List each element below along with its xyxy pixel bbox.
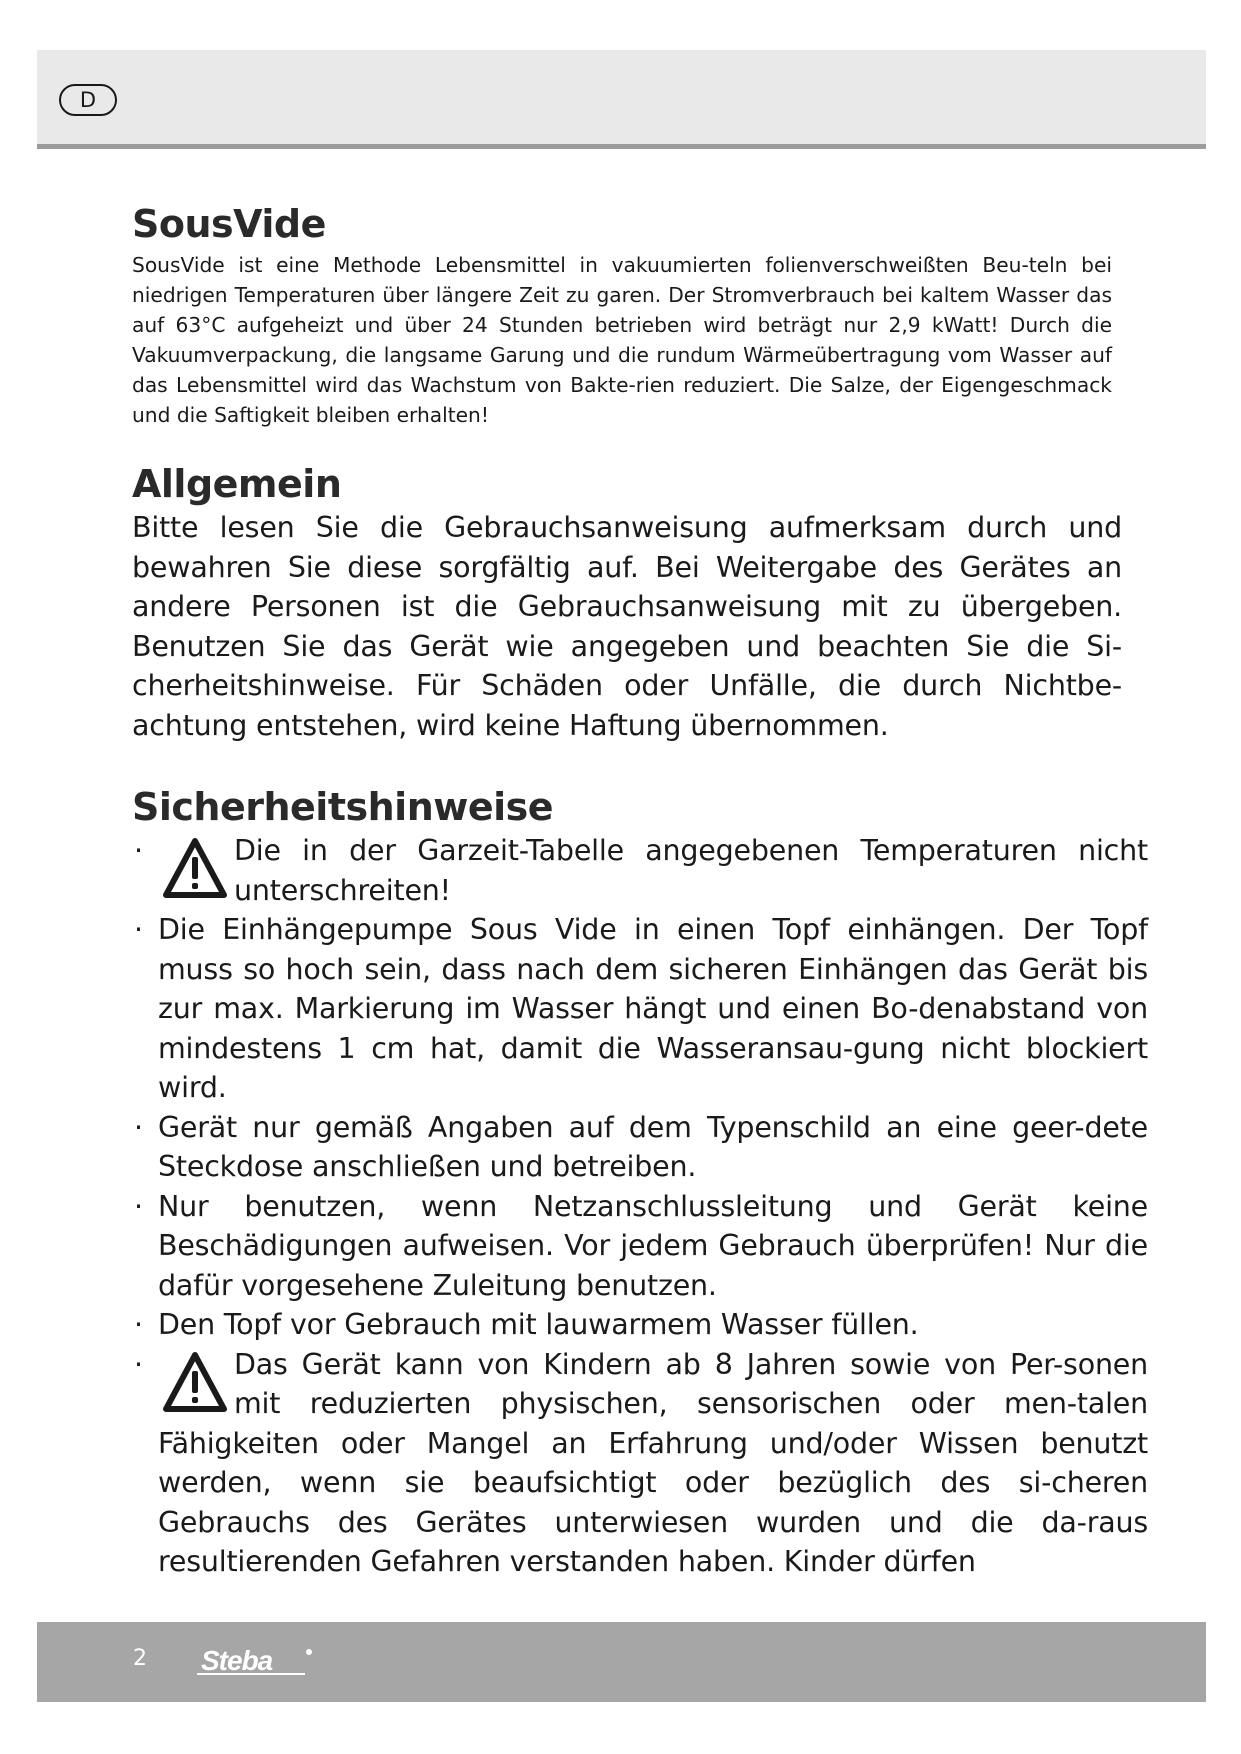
bullet-dot: ·	[134, 913, 143, 946]
safety-item	[132, 831, 1148, 910]
section-body-allgemein: Bitte lesen Sie die Gebrauchsanweisung aufmerksam durch und bewahren Sie diese sorgfältig auf. Bei Weitergabe des Gerätes an andere Personen ist die Gebrauchsanweisung mit zu übergeben. Benutzen Sie das Gerät wie angegeben und beachten Sie die Si-cherheitshinweise. Für Schäden oder Unfälle, die durch Nichtbe-achtung entstehen, wird keine Haftung übernommen.	[132, 511, 1122, 742]
page-content	[132, 200, 1148, 1582]
steba-logo	[197, 1640, 327, 1684]
language-badge: D	[59, 84, 117, 116]
svg-text:Steba: Steba	[201, 1645, 273, 1676]
safety-item-text: Den Topf vor Gebrauch mit lauwarmem Wasser füllen.	[158, 1308, 919, 1341]
safety-item-text: Gerät nur gemäß Angaben auf dem Typenschild an eine geer-dete Steckdose anschließen und betreiben.	[158, 1110, 1148, 1183]
safety-list	[132, 831, 1148, 1582]
safety-item-text: Die in der Garzeit-Tabelle angegebenen Temperaturen nicht unterschreiten!	[234, 834, 1148, 907]
bullet-dot: ·	[134, 1110, 143, 1144]
section-allgemein	[132, 460, 1132, 745]
safety-item	[132, 1345, 1148, 1582]
page-footer	[37, 1622, 1206, 1702]
section-title-sousvide: SousVide	[132, 202, 326, 246]
section-title-sicherheitshinweise: Sicherheitshinweise	[132, 785, 554, 829]
safety-item-text: Die Einhängepumpe Sous Vide in einen Topf einhängen. Der Topf muss so hoch sein, dass nach dem sicheren Einhängen das Gerät bis zur max. Markierung im Wasser hängt und einen Bo-denabstand von mindestens 1 cm hat, damit die Wasseransau-gung nicht blockiert wird.	[158, 913, 1148, 1104]
warning-triangle-icon	[162, 835, 228, 905]
bullet-dot: ·	[134, 1347, 143, 1381]
section-sousvide	[132, 200, 1132, 430]
bullet-dot: ·	[134, 1308, 143, 1341]
safety-item-text: Das Gerät kann von Kindern ab 8 Jahren sowie von Per-sonen mit reduzierten physischen, sensorischen oder men-talen Fähigkeiten oder Mangel an Erfahrung und/oder Wissen benutzt werden, wenn sie beaufsichtigt oder bezüglich des si-cheren Gebrauchs des Gerätes unterwiesen wurden und die da-raus resultierenden Gefahren verstanden haben. Kinder dürfen	[158, 1347, 1148, 1578]
safety-item	[132, 1305, 1148, 1345]
page-header	[37, 50, 1206, 149]
section-body-sousvide: SousVide ist eine Methode Lebensmittel in vakuumierten folienverschweißten Beu-teln bei niedrigen Temperaturen über längere Zeit zu garen. Der Stromverbrauch bei kaltem Wasser das auf 63°C aufgeheizt und über 24 Stunden betrieben wird beträgt nur 2,9 kWatt! Durch die Vakuumverpackung, die langsame Garung und die rundum Wärmeübertragung vom Wasser auf das Lebensmittel wird das Wachstum von Bakte-rien reduziert. Die Salze, der Eigengeschmack und die Saftigkeit bleiben erhalten!	[132, 253, 1112, 427]
page-number: 2	[133, 1646, 147, 1671]
safety-item-text: Nur benutzen, wenn Netzanschlussleitung und Gerät keine Beschädigungen aufweisen. Vor jedem Gebrauch überprüfen! Nur die dafür vorgesehene Zuleitung benutzen.	[158, 1189, 1148, 1302]
bullet-dot: ·	[134, 1189, 143, 1223]
section-sicherheitshinweise	[132, 783, 1148, 1582]
safety-item	[132, 1187, 1148, 1306]
warning-triangle-icon	[162, 1349, 228, 1419]
bullet-dot: ·	[134, 834, 143, 867]
safety-item	[132, 1108, 1148, 1187]
section-title-allgemein: Allgemein	[132, 462, 342, 506]
safety-item	[132, 910, 1148, 1108]
